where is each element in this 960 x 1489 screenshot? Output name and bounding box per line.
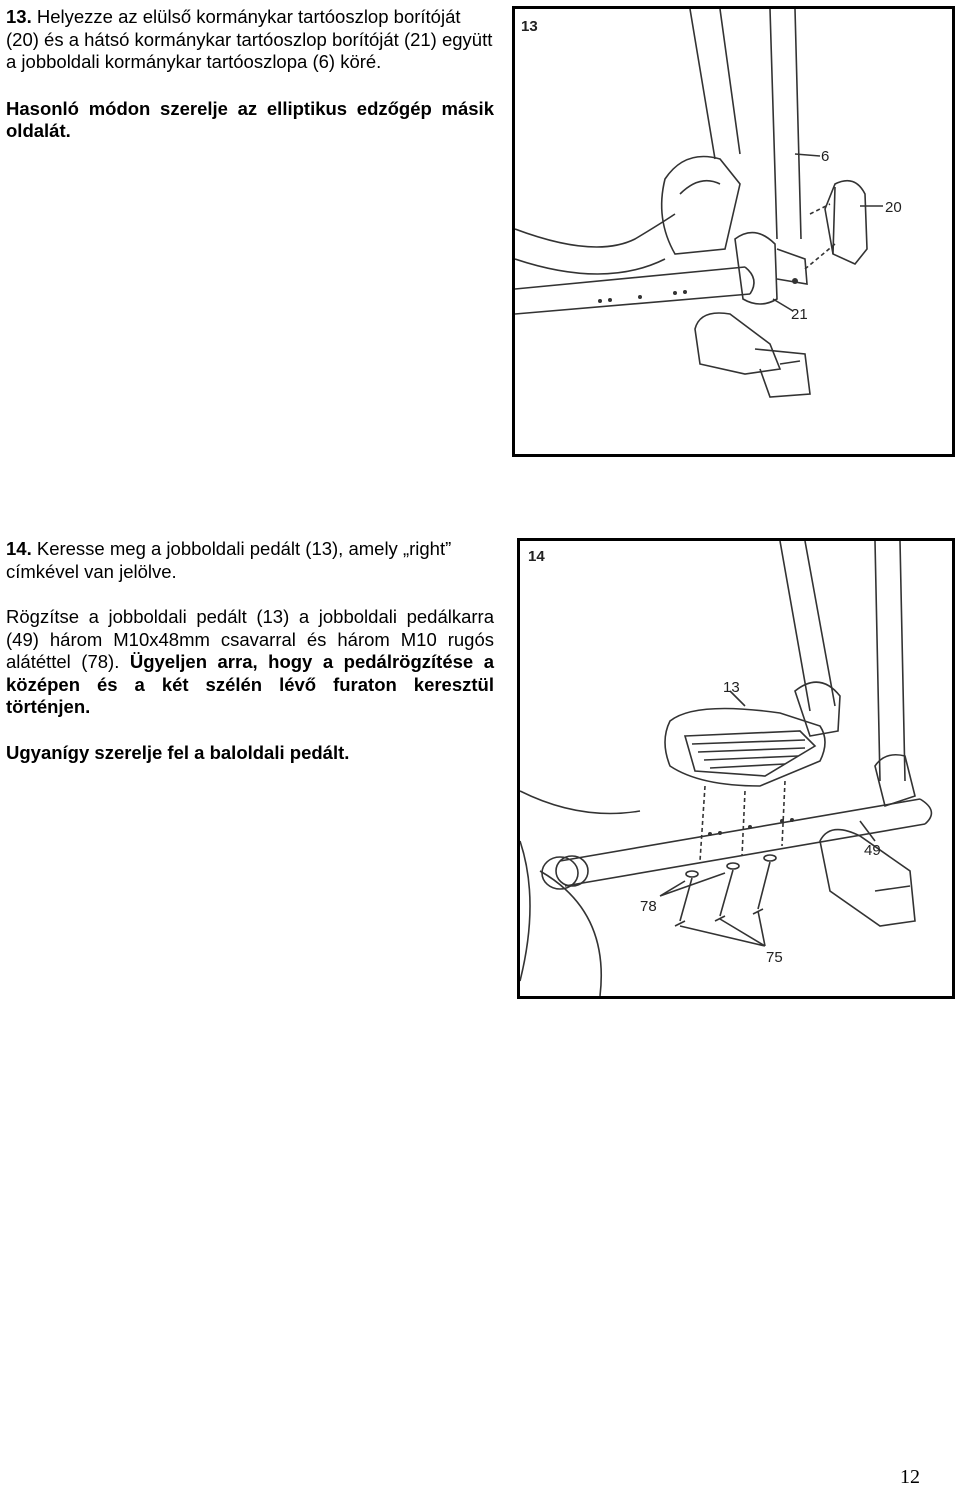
step-13-number: 13. [6,6,32,27]
callout-20: 20 [885,199,902,216]
figure-13-label: 13 [521,18,538,35]
callout-21: 21 [791,306,808,323]
callout-49: 49 [864,842,881,859]
step-14-paragraph-regular: Rögzítse a jobboldali pedált (13) a jobboldali pedálkarra (49) három M10x48mm csavarral és három M10 rugós alátéttel (78). [6,606,494,672]
step-14-text [6,538,494,583]
callout-13: 13 [723,679,740,696]
step-14-paragraph [6,606,494,719]
step-14-illustration [520,541,952,996]
step-13-body: Helyezze az elülső kormánykar tartóoszlop borítóját (20) és a hátsó kormánykar tartóoszlop borítóját (21) együtt a jobboldali kormánykar tartóoszlopa (6) köré. [6,6,493,72]
step-13-illustration [515,9,952,454]
step-13-note: Hasonló módon szerelje az elliptikus edzőgép másik oldalát. [6,97,494,141]
callout-75: 75 [766,949,783,966]
step-14-body: Keresse meg a jobboldali pedált (13), amely „right” címkével van jelölve. [6,538,452,582]
callout-78: 78 [640,898,657,915]
page-number: 12 [900,1466,920,1488]
step-13-instructions [6,6,494,143]
step-14-paragraph-bold: Ügyeljen arra, hogy a pedálrögzítése a középen és a két szélén lévő furaton keresztül történjen. [6,651,495,717]
step-14-figure [517,538,955,999]
step-13-text [6,6,494,74]
step-14-instructions [6,538,494,764]
step-13-figure [512,6,955,457]
callout-6: 6 [821,148,830,165]
figure-14-label: 14 [528,548,545,565]
step-14-number: 14. [6,538,32,559]
step-14-note: Ugyanígy szerelje fel a baloldali pedált. [6,741,350,763]
